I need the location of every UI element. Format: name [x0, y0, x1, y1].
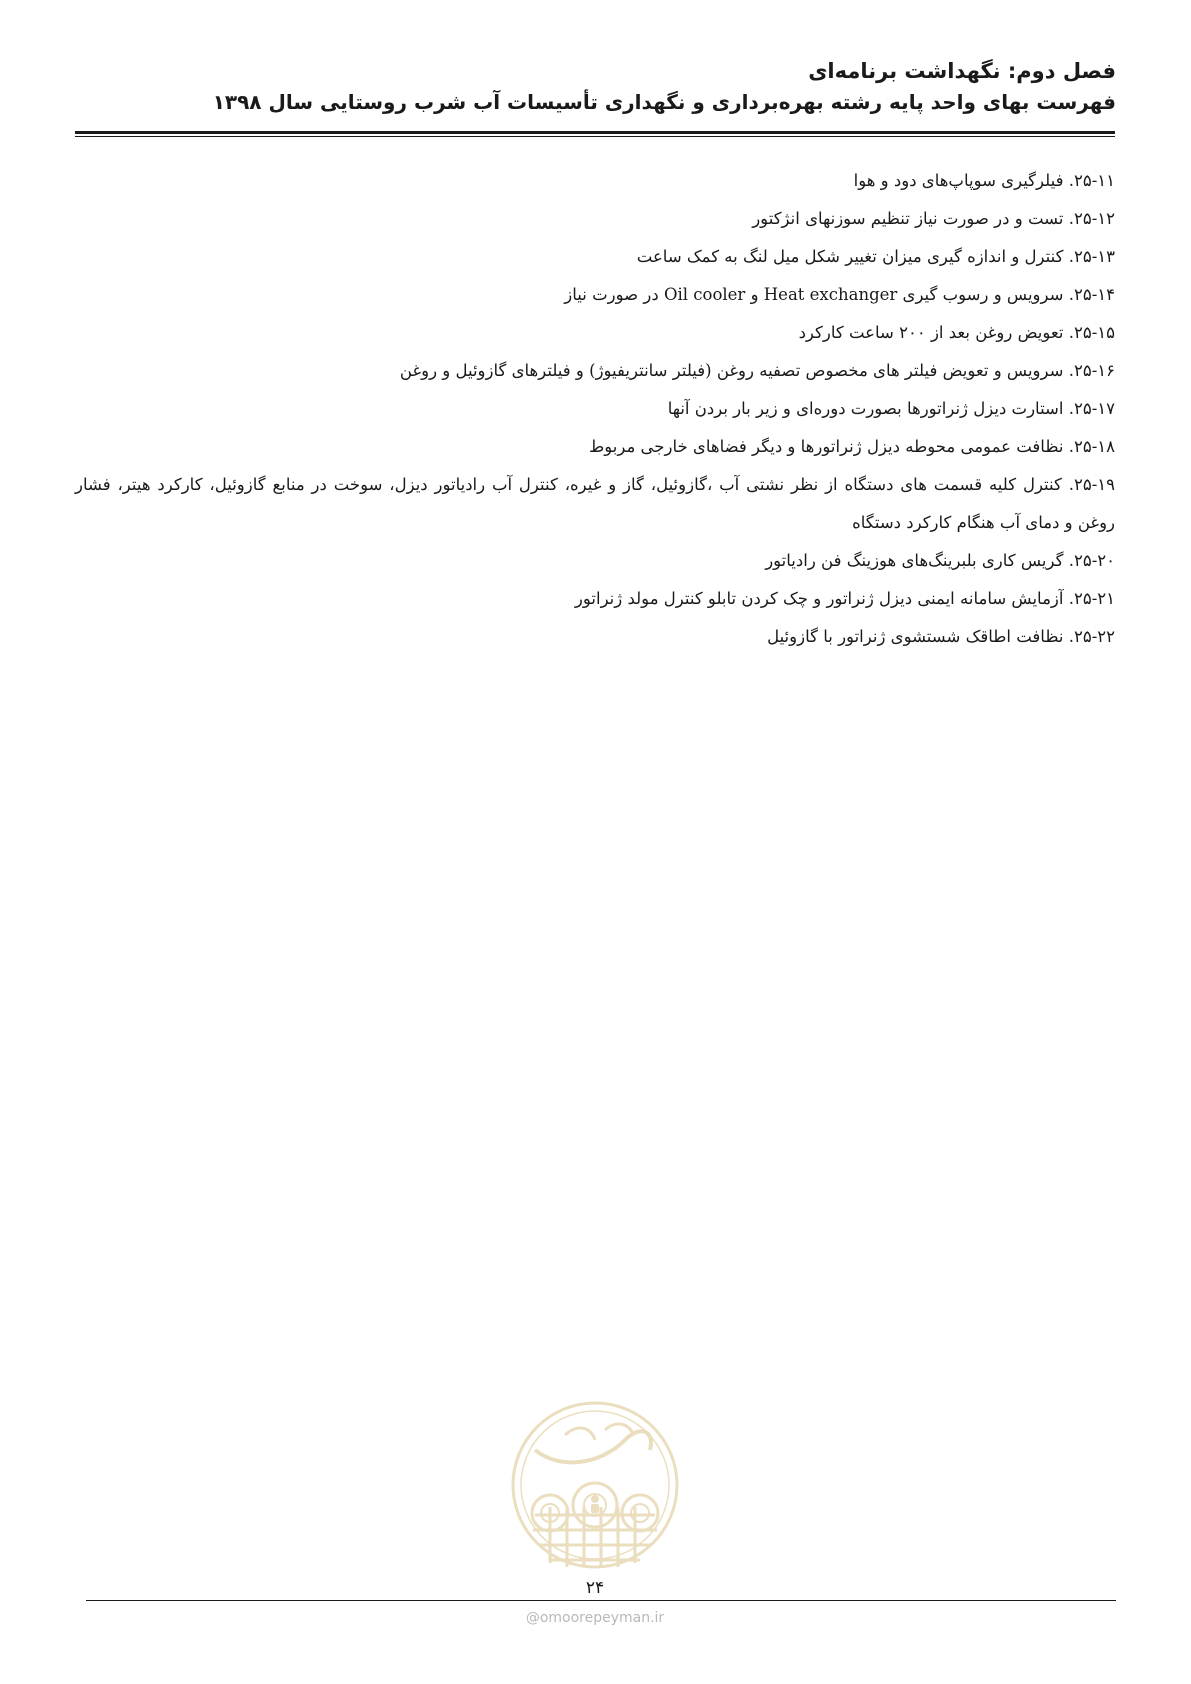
item-number: ۲۵-۲۲.: [1068, 627, 1115, 646]
item-text: کنترل کلیه قسمت های دستگاه از نظر نشتی آب ،گازوئیل، گاز و غیره، کنترل آب رادیاتور دیزل، سوخت در منابع گازوئیل، کارکرد هیتر، فشار روغن و دمای آب هنگام کارکرد دستگاه: [75, 475, 1115, 532]
list-item: [75, 580, 1115, 618]
item-text: آزمایش سامانه ایمنی دیزل ژنراتور و چک کردن تابلو کنترل مولد ژنراتور: [574, 589, 1064, 608]
list-item: [75, 238, 1115, 276]
maintenance-item-list: [75, 162, 1115, 656]
header-divider-thin: [75, 136, 1115, 137]
item-text: استارت دیزل ژنراتورها بصورت دوره‌ای و زیر بار بردن آنها: [667, 399, 1064, 418]
item-number: ۲۵-۱۱.: [1068, 171, 1115, 190]
list-item: [75, 314, 1115, 352]
item-number: ۲۵-۲۱.: [1068, 589, 1115, 608]
list-item: [75, 352, 1115, 390]
item-number: ۲۵-۱۲.: [1068, 209, 1115, 228]
item-number: ۲۵-۲۰.: [1068, 551, 1115, 570]
list-item: [75, 428, 1115, 466]
item-number: ۲۵-۱۷.: [1068, 399, 1115, 418]
page-number: ۲۴: [585, 1578, 605, 1598]
item-text: تست و در صورت نیاز تنظیم سوزنهای انژکتور: [752, 209, 1064, 228]
item-text: سرویس و تعویض فیلتر های مخصوص تصفیه روغن (فیلتر سانتریفیوژ) و فیلترهای گازوئیل و روغن: [399, 361, 1064, 380]
chapter-title: فصل دوم: نگهداشت برنامه‌ای: [808, 59, 1116, 83]
list-item: [75, 276, 1115, 314]
item-text: نظافت عمومی محوطه دیزل ژنراتورها و دیگر فضاهای خارجی مربوط: [588, 437, 1064, 456]
item-text: گریس کاری بلبرینگ‌های هوزینگ فن رادیاتور: [765, 551, 1064, 570]
item-text: فیلرگیری سوپاپ‌های دود و هوا: [853, 171, 1064, 190]
list-item: [75, 390, 1115, 428]
item-number: ۲۵-۱۴.: [1068, 285, 1115, 304]
page-header: [76, 56, 1116, 118]
watermark-seal-logo: [505, 1395, 685, 1595]
list-item: [75, 162, 1115, 200]
website-watermark-text: @omoorepeyman.ir: [525, 1610, 665, 1626]
header-divider-thick: [75, 131, 1115, 134]
item-text: سرویس و رسوب گیری Heat exchanger و Oil cooler در صورت نیاز: [564, 285, 1064, 304]
list-item: [75, 542, 1115, 580]
list-item: [75, 466, 1115, 542]
list-item: [75, 618, 1115, 656]
list-item: [75, 200, 1115, 238]
item-number: ۲۵-۱۹.: [1068, 475, 1115, 494]
item-number: ۲۵-۱۸.: [1068, 437, 1115, 456]
item-number: ۲۵-۱۶.: [1068, 361, 1115, 380]
footer-divider: [86, 1600, 1116, 1601]
document-title: فهرست بهای واحد پایه رشته بهره‌برداری و نگهداری تأسیسات آب شرب روستایی سال ۱۳۹۸: [212, 90, 1116, 114]
item-number: ۲۵-۱۳.: [1068, 247, 1115, 266]
item-number: ۲۵-۱۵.: [1068, 323, 1115, 342]
item-text: نظافت اطاقک شستشوی ژنراتور با گازوئیل: [767, 627, 1064, 646]
item-text: کنترل و اندازه گیری میزان تغییر شکل میل لنگ به کمک ساعت: [636, 247, 1064, 266]
item-text: تعویض روغن بعد از ۲۰۰ ساعت کارکرد: [798, 323, 1064, 342]
